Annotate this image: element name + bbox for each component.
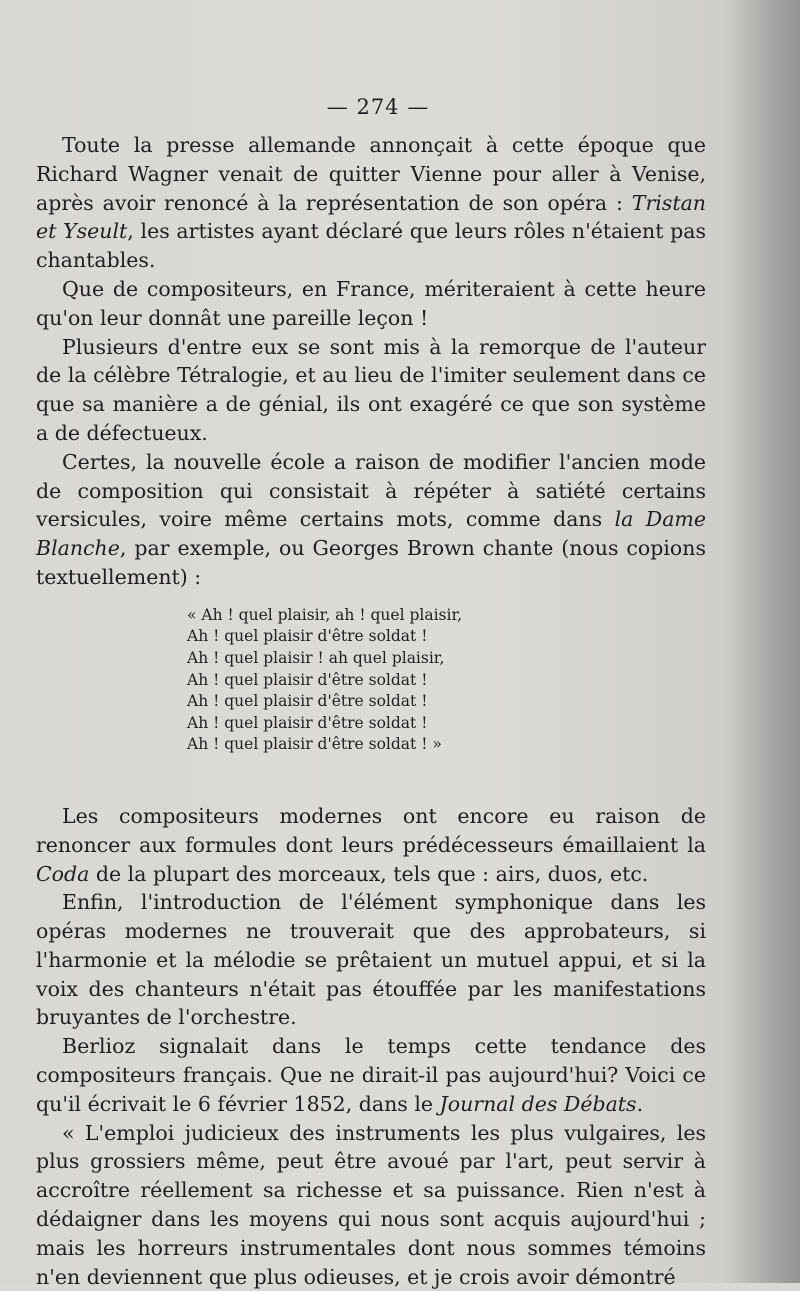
paragraph-berlioz-quote: « L'emploi judicieux des instruments les plus vulgaires, les plus grossiers même, peut être avoué par l'art, peut servir à accroître réellement sa richesse et sa puissance. Rien n'est à dédaigner dans les moyens qui nous sont acquis aujourd'hui ; mais les horreurs instrumentales dont nous sommes témoins n'en deviennent que plus odieuses, et je crois avoir démontré xyxy=(36,1120,706,1289)
opera-title-dame-blanche: la Dame Blanche xyxy=(36,507,706,561)
paragraph-berlioz xyxy=(36,1032,706,1118)
paragraph-nouvelle-ecole xyxy=(36,448,706,592)
paragraph-wagner-text-1: Toute la presse allemande annonçait à cette époque que Richard Wagner venait de quitter Vienne pour aller à Venise, après avoir renoncé à la représentation de son opéra : xyxy=(36,133,706,215)
quote-line: Ah ! quel plaisir d'être soldat ! » xyxy=(187,735,442,754)
opera-title-tristan: Tristan et Yseult xyxy=(36,190,706,244)
page-gutter-shadow xyxy=(730,0,800,1283)
paragraph-nouvelle-ecole-text-1: Certes, la nouvelle école a raison de modifier l'ancien mode de composition qui consistait à répéter à satiété certains versicules, voire même certains mots, comme dans xyxy=(36,449,706,532)
paragraph-nouvelle-ecole-text-2: , par exemple, ou Georges Brown chante (nous copions textuellement) : xyxy=(36,536,706,589)
quote-line: Ah ! quel plaisir d'être soldat ! xyxy=(187,692,428,711)
journal-title: Journal des Débats xyxy=(439,1091,637,1116)
paragraph-coda-text-2: de la plupart des morceaux, tels que : airs, duos, etc. xyxy=(89,861,649,886)
quote-line: Ah ! quel plaisir d'être soldat ! xyxy=(187,713,428,732)
song-quotation xyxy=(187,605,706,756)
paragraph-berlioz-text-1: Berlioz signalait dans le temps cette tendance des compositeurs français. Que ne dirait-il pas aujourd'hui? Voici ce qu'il écrivait le 6 février 1852, dans le xyxy=(36,1034,706,1116)
paragraph-wagner-text-2: , les artistes ayant déclaré que leurs rôles n'étaient pas chantables. xyxy=(36,219,707,273)
paragraph-wagner xyxy=(36,131,706,275)
quote-line: Ah ! quel plaisir ! ah quel plaisir, xyxy=(187,648,445,667)
page-number: — 274 — xyxy=(326,95,430,119)
quote-line: « Ah ! quel plaisir, ah ! quel plaisir, xyxy=(187,605,463,624)
paragraph-coda xyxy=(36,802,706,888)
quote-line: Ah ! quel plaisir d'être soldat ! xyxy=(187,670,428,689)
paragraph-coda-text-1: Les compositeurs modernes ont encore eu raison de renoncer aux formules dont leurs prédécesseurs émaillaient la xyxy=(36,803,706,857)
paragraph-symphonique: Enfin, l'introduction de l'élément symphonique dans les opéras modernes ne trouverait que des approbateurs, si l'harmonie et la mélodie se prêtaient un mutuel appui, et si la voix des chanteurs n'était pas étouffée par les manifestations bruyantes de l'orchestre. xyxy=(36,890,706,1030)
paragraph-tetralogie: Plusieurs d'entre eux se sont mis à la remorque de l'auteur de la célèbre Tétralogie, et au lieu de l'imiter seulement dans ce que sa manière a de génial, ils ont exagéré ce que son système a de défectueux. xyxy=(36,334,706,445)
paragraph-french-composers: Que de compositeurs, en France, mériteraient à cette heure qu'on leur donnât une pareille leçon ! xyxy=(36,276,706,330)
quote-line: Ah ! quel plaisir d'être soldat ! xyxy=(187,627,428,646)
term-coda: Coda xyxy=(36,861,90,886)
paragraph-berlioz-text-2: . xyxy=(636,1091,644,1116)
